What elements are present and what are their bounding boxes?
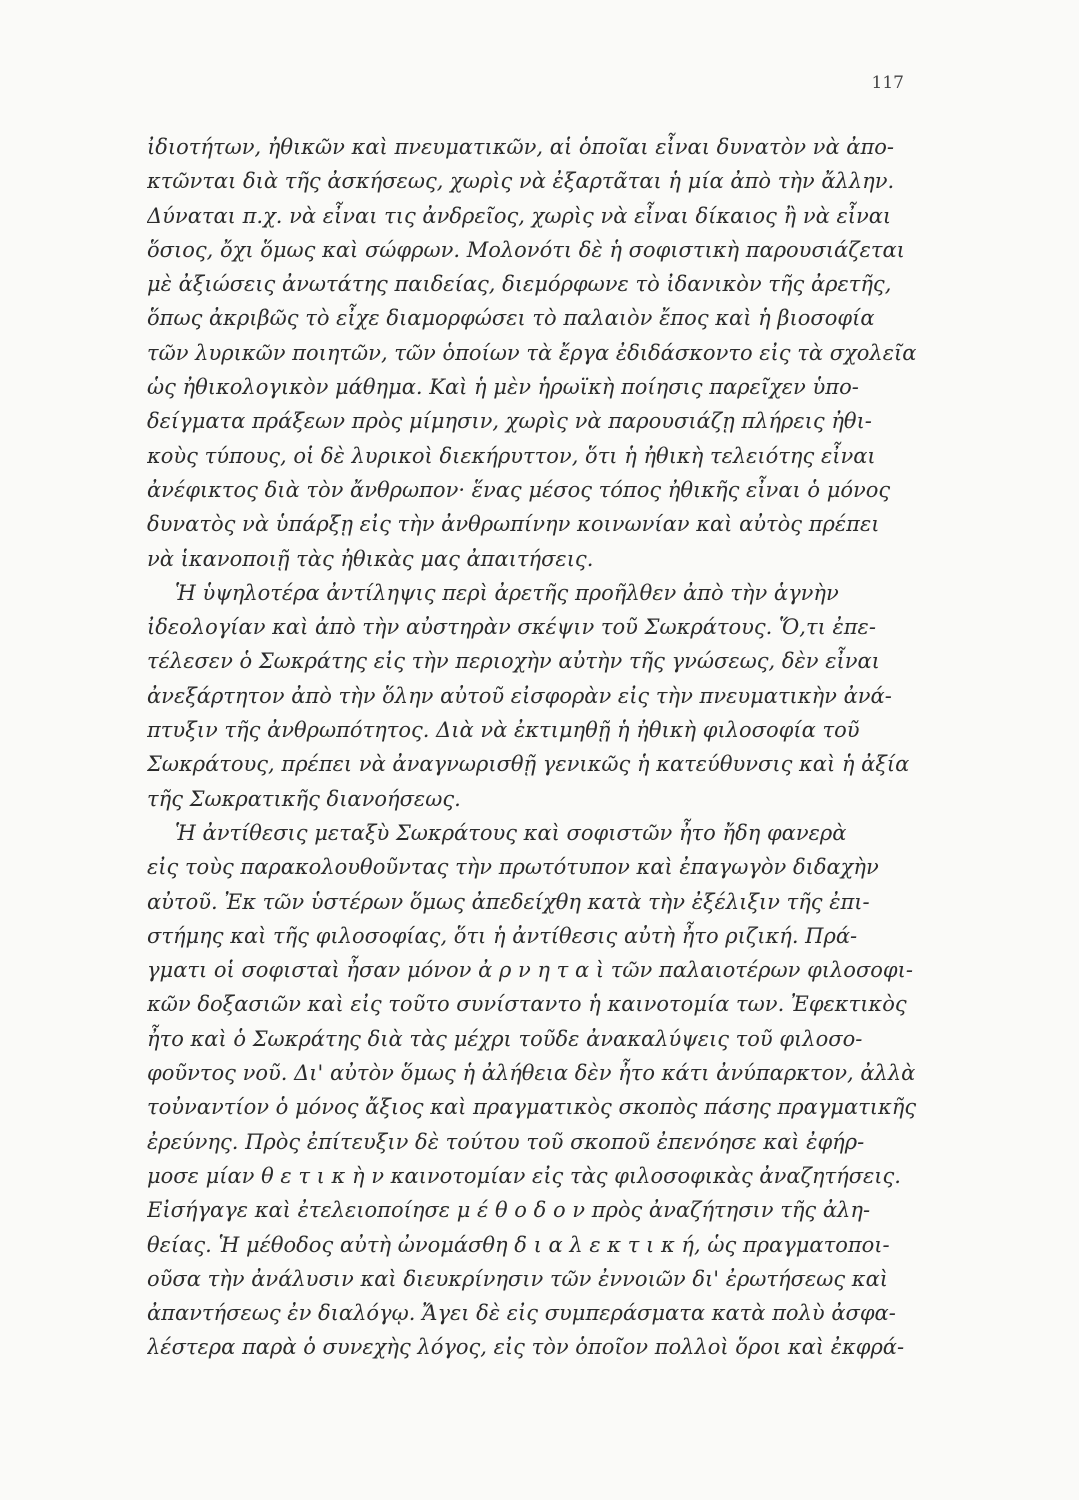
text-line: Εἰσήγαγε καὶ ἐτελειοποίησε μ έ θ ο δ ο ν πρὸς ἀναζήτησιν τῆς ἀλη-: [147, 1198, 871, 1223]
text-line: ἀνεξάρτητον ἀπὸ τὴν ὅλην αὐτοῦ εἰσφορὰν εἰς τὴν πνευματικὴν ἀνά-: [147, 683, 892, 708]
text-line: ἀνέφικτος διὰ τὸν ἄνθρωπον· ἕνας μέσος τόπος ἠθικῆς εἶναι ὁ μόνος: [147, 477, 891, 502]
text-line: ἰδεολογίαν καὶ ἀπὸ τὴν αὐστηρὰν σκέψιν τοῦ Σωκράτους. Ὅ,τι ἐπε-: [147, 615, 876, 640]
text-line: στήμης καὶ τῆς φιλοσοφίας, ὅτι ἡ ἀντίθεσις αὐτὴ ἦτο ριζική. Πρά-: [147, 923, 858, 948]
text-line: ἰδιοτήτων, ἠθικῶν καὶ πνευματικῶν, αἱ ὁποῖαι εἶναι δυνατὸν νὰ ἀπο-: [147, 135, 895, 159]
body-text: [147, 130, 927, 1365]
text-line: ὅπως ἀκριβῶς τὸ εἶχε διαμορφώσει τὸ παλαιὸν ἔπος καὶ ἡ βιοσοφία: [147, 306, 875, 331]
text-line: οῦσα τὴν ἀνάλυσιν καὶ διευκρίνησιν τῶν ἐννοιῶν δι' ἐρωτήσεως καὶ: [147, 1266, 888, 1291]
text-line: τῆς Σωκρατικῆς διανοήσεως.: [147, 786, 461, 811]
text-line: μὲ ἀξιώσεις ἀνωτάτης παιδείας, διεμόρφωνε τὸ ἰδανικὸν τῆς ἀρετῆς,: [147, 272, 892, 297]
text-line: αὐτοῦ. Ἐκ τῶν ὑστέρων ὅμως ἀπεδείχθη κατὰ τὴν ἐξέλιξιν τῆς ἐπι-: [147, 889, 870, 914]
text-line: πτυξιν τῆς ἀνθρωπότητος. Διὰ νὰ ἐκτιμηθῇ ἡ ἠθικὴ φιλοσοφία τοῦ: [147, 718, 860, 743]
text-line: φοῦντος νοῦ. Δι' αὐτὸν ὅμως ἡ ἀλήθεια δὲν ἦτο κάτι ἀνύπαρκτον, ἀλλὰ: [147, 1061, 916, 1086]
text-line: κοὺς τύπους, οἱ δὲ λυρικοὶ διεκήρυττον, ὅτι ἡ ἠθικὴ τελειότης εἶναι: [147, 443, 876, 468]
text-line: δείγματα πράξεων πρὸς μίμησιν, χωρὶς νὰ παρουσιάζῃ πλήρεις ἠθι-: [147, 409, 872, 434]
text-line: κῶν δοξασιῶν καὶ εἰς τοῦτο συνίσταντο ἡ καινοτομία των. Ἐφεκτικὸς: [147, 992, 907, 1017]
text-line: ἦτο καὶ ὁ Σωκράτης διὰ τὰς μέχρι τοῦδε ἀνακαλύψεις τοῦ φιλοσο-: [147, 1026, 863, 1051]
text-line: θείας. Ἡ μέθοδος αὐτὴ ὠνομάσθη δ ι α λ ε κ τ ι κ ή, ὡς πραγματοποι-: [147, 1232, 890, 1257]
text-line: εἰς τοὺς παρακολουθοῦντας τὴν πρωτότυπον καὶ ἐπαγωγὸν διδαχὴν: [147, 855, 879, 880]
text-line: γματι οἱ σοφισταὶ ἦσαν μόνον ἀ ρ ν η τ α ὶ τῶν παλαιοτέρων φιλοσοφι-: [147, 958, 913, 983]
text-line: δυνατὸς νὰ ὑπάρξῃ εἰς τὴν ἀνθρωπίνην κοινωνίαν καὶ αὐτὸς πρέπει: [147, 512, 880, 537]
text-line: λέστερα παρὰ ὁ συνεχὴς λόγος, εἰς τὸν ὁποῖον πολλοὶ ὅροι καὶ ἐκφρά-: [147, 1335, 905, 1360]
text-line: κτῶνται διὰ τῆς ἀσκήσεως, χωρὶς νὰ ἐξαρτᾶται ἡ μία ἀπὸ τὴν ἄλλην.: [147, 169, 895, 194]
text-line: Δύναται π.χ. νὰ εἶναι τις ἀνδρεῖος, χωρὶς νὰ εἶναι δίκαιος ἢ νὰ εἶναι: [147, 203, 892, 228]
text-line: τοὐναντίον ὁ μόνος ἄξιος καὶ πραγματικὸς σκοπὸς πάσης πραγματικῆς: [147, 1095, 917, 1120]
text-line: ὡς ἠθικολογικὸν μάθημα. Καὶ ἡ μὲν ἡρωϊκὴ ποίησις παρεῖχεν ὑπο-: [147, 375, 859, 400]
text-line: ἐρεύνης. Πρὸς ἐπίτευξιν δὲ τούτου τοῦ σκοποῦ ἐπενόησε καὶ ἐφήρ-: [147, 1129, 865, 1154]
text-line: ἀπαντήσεως ἐν διαλόγῳ. Ἄγει δὲ εἰς συμπεράσματα κατὰ πολὺ ἀσφα-: [147, 1301, 896, 1326]
text-line: τέλεσεν ὁ Σωκράτης εἰς τὴν περιοχὴν αὐτὴν τῆς γνώσεως, δὲν εἶναι: [147, 649, 880, 674]
paragraph-start-line: Ἡ ἀντίθεσις μεταξὺ Σωκράτους καὶ σοφιστῶν ἦτο ἤδη φανερὰ: [175, 820, 847, 845]
paragraph-start-line: Ἡ ὑψηλοτέρα ἀντίληψις περὶ ἀρετῆς προῆλθεν ἀπὸ τὴν ἁγνὴν: [175, 580, 839, 605]
text-line: Σωκράτους, πρέπει νὰ ἀναγνωρισθῇ γενικῶς ἡ κατεύθυνσις καὶ ἡ ἀξία: [147, 752, 910, 777]
text-line: τῶν λυρικῶν ποιητῶν, τῶν ὁποίων τὰ ἔργα ἐδιδάσκοντο εἰς τὰ σχολεῖα: [147, 340, 917, 365]
text-line: μοσε μίαν θ ε τ ι κ ὴ ν καινοτομίαν εἰς τὰς φιλοσοφικὰς ἀναζητήσεις.: [147, 1163, 901, 1188]
page-number: 117: [871, 73, 904, 93]
text-line: ὅσιος, ὄχι ὅμως καὶ σώφρων. Μολονότι δὲ ἡ σοφιστικὴ παρουσιάζεται: [147, 237, 905, 262]
text-line: νὰ ἱκανοποιῇ τὰς ἠθικὰς μας ἀπαιτήσεις.: [147, 546, 594, 571]
